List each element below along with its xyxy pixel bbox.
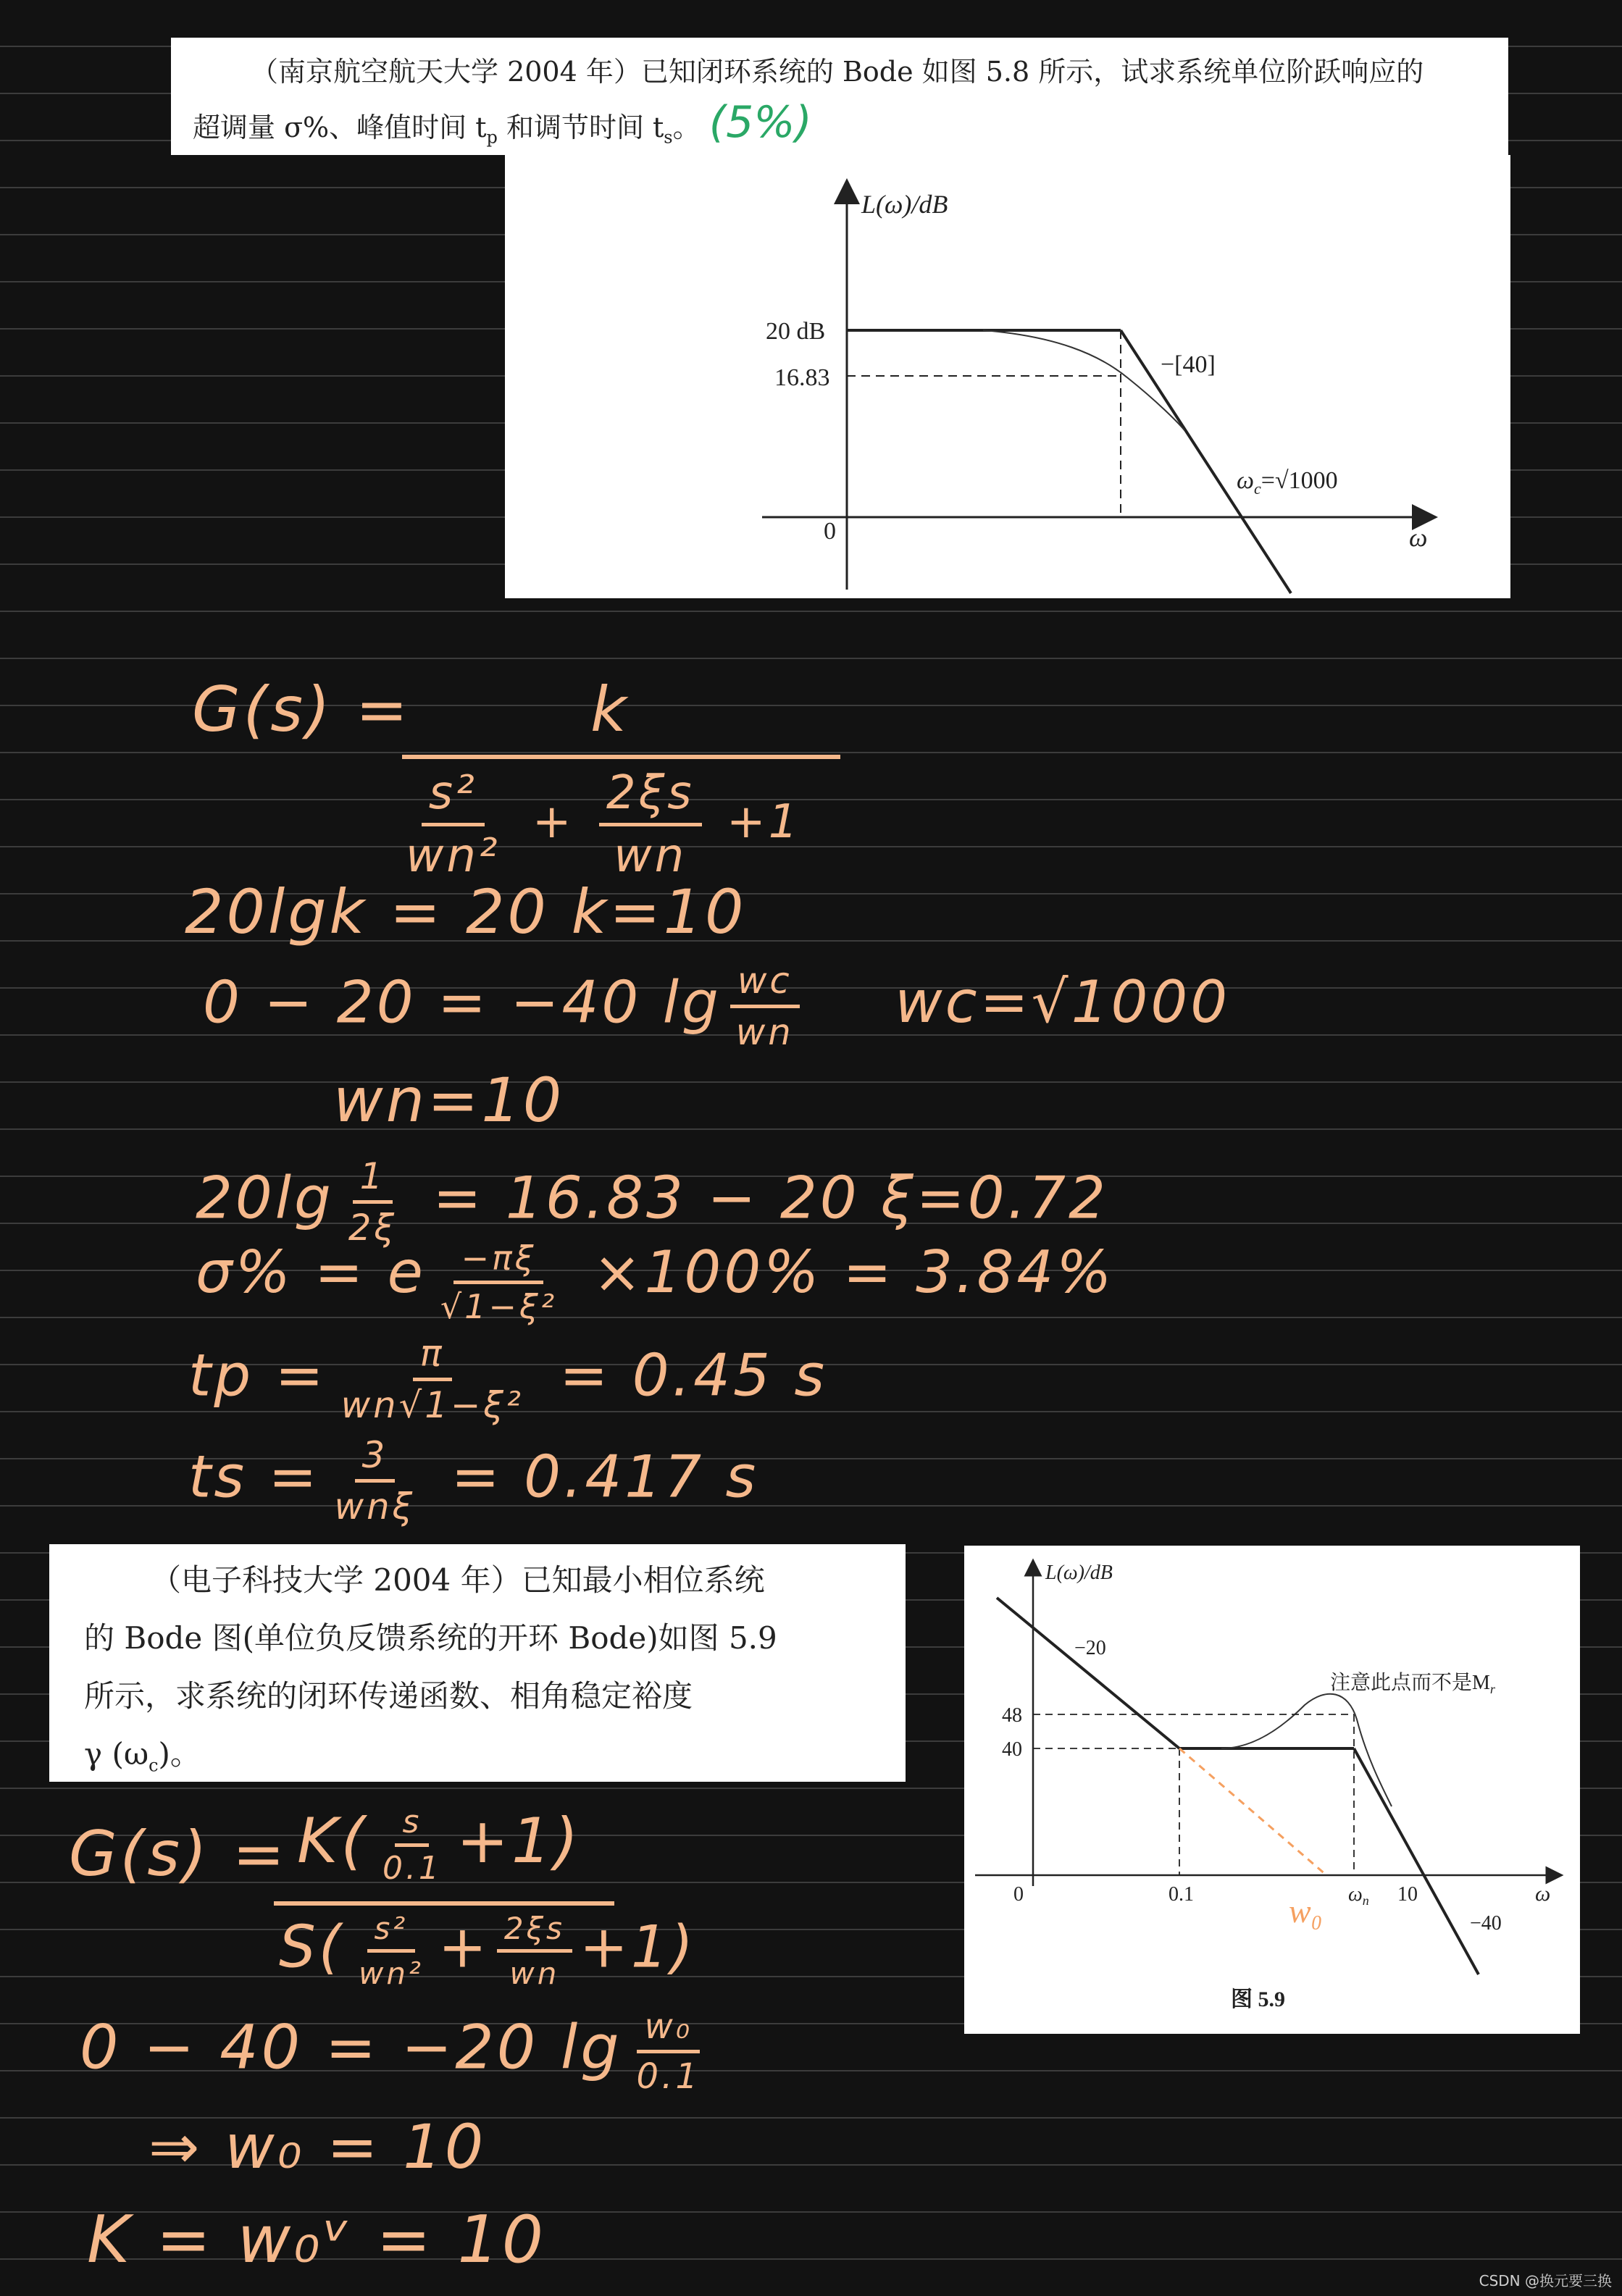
sol2-line3: ⇒ w₀ = 10 [149,2111,487,2182]
fig59-x-wn: $\omega_n$ [1348,1883,1369,1908]
sol2-g-denominator: S( $\frac{\text{s²}}{\text{wn²}}$ + $\frac{2\xi s}{wn}$ +1) [279,1911,697,1991]
tp-sub: p [486,127,498,148]
problem2-line4: γ $(\omega_c)$。 [84,1736,201,1776]
sol1-line4: wn=10 [333,1065,565,1136]
fig59-xlabel: ω [1535,1882,1551,1906]
fig58-slope-label: −[40] [1161,351,1216,378]
fig58-tick-1683: 16.83 [774,364,830,391]
sol1-line3: 0 − 20 = −40 lg $\frac{wc}{wn}$ wc=√1000 [203,960,1231,1053]
sol1-line7: tp = $\frac{\pi}{\text{wn√1−ξ²}}$ = 0.45 s [188,1333,827,1426]
figure58-card [505,155,1510,598]
fig58-ylabel: L(ω)/dB [861,190,948,219]
sol2-g-lhs: G(s) = [69,1818,288,1890]
handwritten-5percent: (5%) [708,97,812,148]
sol1-g-lhs: G(s) = [192,674,411,746]
fig59-tick-40: 40 [1002,1738,1022,1761]
problem2-line2: 的 Bode 图(单位负反馈系统的开环 Bode)如图 5.9 [84,1620,777,1656]
fig59-w0-handwritten: w₀ [1289,1893,1323,1930]
fig59-resonance-curve [1221,1694,1392,1806]
fig59-w0-extension [1179,1748,1326,1875]
problem2-card [49,1544,906,1782]
fig58-origin: 0 [824,518,836,545]
sol1-line6: σ% = e $\frac{-\pi\xi}{\text{√1−ξ²}}$ ×100% = 3.84% [196,1239,1115,1326]
sol1-plus: + [532,795,574,850]
sol2-line4: K = w₀ᵛ = 10 [87,2202,547,2278]
sol2-g-numerator: K( $\frac{s}{0.1}$ +1) [297,1803,582,1887]
sol1-plus1: +1 [726,795,801,850]
fig59-slope-m20-label: −20 [1074,1637,1106,1659]
problem1-card [171,38,1508,155]
figure59-bode-plot [964,1546,1580,2034]
problem2-line1: （电子科技大学 2004 年）已知最小相位系统 [151,1562,765,1598]
sol1-line5: 20lg $\frac{1}{2\xi}$ = 16.83 − 20 ξ=0.72 [196,1155,1108,1249]
csdn-watermark: CSDN @换元要三换 [1479,2272,1612,2289]
fig58-wc-label: $\omega_c=√1000$ [1237,467,1338,498]
fig59-tick-48: 48 [1002,1704,1022,1727]
fig58-xlabel: ω [1409,523,1428,552]
fig59-slope-m40 [1354,1748,1479,1974]
problem1-line2-b: 和调节时间 t [497,112,664,143]
sol1-g-formula [192,674,411,746]
fig59-slope-m20 [997,1598,1179,1748]
sol1-g-den-frac2: $\frac{2\xi s}{wn}$ [599,766,702,883]
sol2-line2: 0 − 40 = −20 lg $\frac{\text{w₀}}{0.1}$ [80,2006,701,2097]
problem1-line1: （南京航空航天大学 2004 年）已知闭环系统的 Bode 如图 5.8 所示，试求系统单位阶跃响应的 [251,56,1424,88]
problem1-line2-a: 超调量 σ%、峰值时间 t [193,112,487,143]
figure59-card [964,1546,1580,2034]
fig59-note: 注意此点而不是$M_r$ [1330,1672,1495,1696]
problem2-line3: 所示，求系统的闭环传递函数、相角稳定裕度 [84,1678,693,1714]
sol1-g-denominator [391,766,800,883]
fig59-origin: 0 [1013,1883,1024,1906]
figure58-bode-plot [505,155,1510,598]
problem1-line2-end: 。 [672,112,701,143]
fig59-ylabel: L(ω)/dB [1045,1562,1113,1584]
fig59-x-10: 10 [1397,1883,1418,1906]
fig59-caption: 图 5.9 [1231,1987,1285,2011]
fig59-x-01: 0.1 [1169,1883,1194,1906]
sol1-g-numerator: k [590,674,630,746]
fig58-tick-20db: 20 dB [766,318,826,345]
sol1-g-den-frac1: $\frac{\text{s²}}{\text{wn²}}$ [406,766,501,883]
sol1-line8: ts = $\frac{3}{\text{wnξ}}$ = 0.417 s [188,1434,759,1528]
sol1-g-fraction-bar [402,755,840,759]
sol2-g-fraction-bar [274,1901,614,1906]
fig59-slope-m40-label: −40 [1470,1912,1502,1935]
ts-sub: s [664,127,673,148]
problem1-line2 [193,97,812,163]
sol1-line2: 20lgk = 20 k=10 [185,876,747,947]
